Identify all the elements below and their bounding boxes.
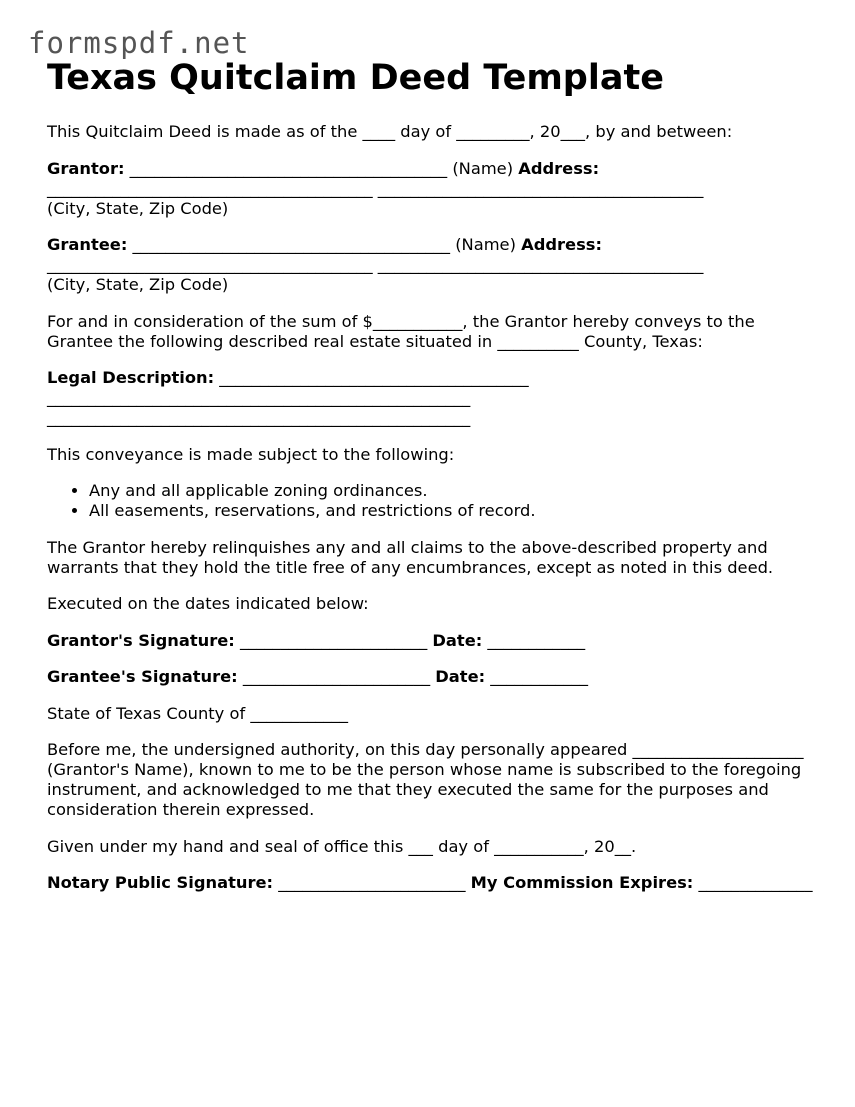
deed-body xyxy=(47,122,822,910)
grantor-name-line: _______________________________________ (Name) xyxy=(124,158,519,178)
notary-row xyxy=(47,873,822,893)
grantor-date-label: Date: xyxy=(432,630,483,650)
list-item: • All easements, reservations, and restrictions of record. xyxy=(89,501,822,521)
legal-description-lines: ______________________________________ ____________________________________________________ ____________________________________________________ xyxy=(47,368,529,427)
grantee-signature-row xyxy=(47,667,822,687)
given-under-line: Given under my hand and seal of office this ___ day of ___________, 20__. xyxy=(47,836,637,856)
grantor-signature-row xyxy=(47,631,822,651)
state-county-line: State of Texas County of ____________ xyxy=(47,703,349,723)
subject-list xyxy=(47,481,822,521)
grantee-address-label: Address: xyxy=(521,235,602,254)
grantee-signature-line: _______________________ xyxy=(237,667,436,686)
grantee-signature-label: Grantee's Signature: xyxy=(47,667,238,686)
watermark-logo: formspdf.net xyxy=(28,26,250,60)
legal-description-label: Legal Description: xyxy=(47,368,215,387)
grantee-block xyxy=(47,235,822,295)
grantor-city-line: (City, State, Zip Code) xyxy=(47,198,229,218)
grantee-date-label: Date: xyxy=(435,667,486,686)
commission-expires-line: ______________ xyxy=(693,873,813,892)
consideration-paragraph: For and in consideration of the sum of $___________, the Grantor hereby conveys to the Grantee the following described real estate situated in __________ County, Texas: xyxy=(47,311,755,351)
commission-expires-label: My Commission Expires: xyxy=(470,873,694,892)
grantor-address-label: Address: xyxy=(518,158,600,178)
grantor-address-line: ________________________________________ ________________________________________ xyxy=(47,178,704,198)
grantor-date-line: ____________ xyxy=(482,630,586,650)
grantor-signature-label: Grantor's Signature: xyxy=(47,630,235,650)
subject-intro: This conveyance is made subject to the following: xyxy=(47,444,455,464)
notary-signature-line: _______________________ xyxy=(273,873,471,892)
executed-line: Executed on the dates indicated below: xyxy=(47,594,369,613)
page-title: Texas Quitclaim Deed Template xyxy=(47,58,664,98)
grantor-signature-line: _______________________ xyxy=(234,630,433,650)
intro-paragraph: This Quitclaim Deed is made as of the ____ day of _________, 20___, by and between: xyxy=(47,122,733,141)
grantee-city-line: (City, State, Zip Code) xyxy=(47,275,229,294)
grantor-block xyxy=(47,159,822,219)
list-item: • Any and all applicable zoning ordinances. xyxy=(89,481,822,501)
legal-description xyxy=(47,368,822,428)
acknowledgment-paragraph: Before me, the undersigned authority, on this day personally appeared _____________________ (Grantor's Name), known to me to be the person whose name is subscribed to the foregoing instrument, and acknowledged to me that they executed the same for the purposes and consideration therein expressed. xyxy=(47,740,804,819)
notary-signature-label: Notary Public Signature: xyxy=(47,873,274,892)
grantee-date-line: ____________ xyxy=(485,667,588,686)
grantee-label: Grantee: xyxy=(47,235,128,254)
grantee-name-line: _______________________________________ (Name) xyxy=(127,235,522,254)
grantor-label: Grantor: xyxy=(47,158,125,178)
grantee-address-line: ________________________________________ ________________________________________ xyxy=(47,255,704,274)
relinquish-paragraph: The Grantor hereby relinquishes any and all claims to the above-described property and warrants that they hold the title free of any encumbrances, except as noted in this deed. xyxy=(47,537,774,577)
